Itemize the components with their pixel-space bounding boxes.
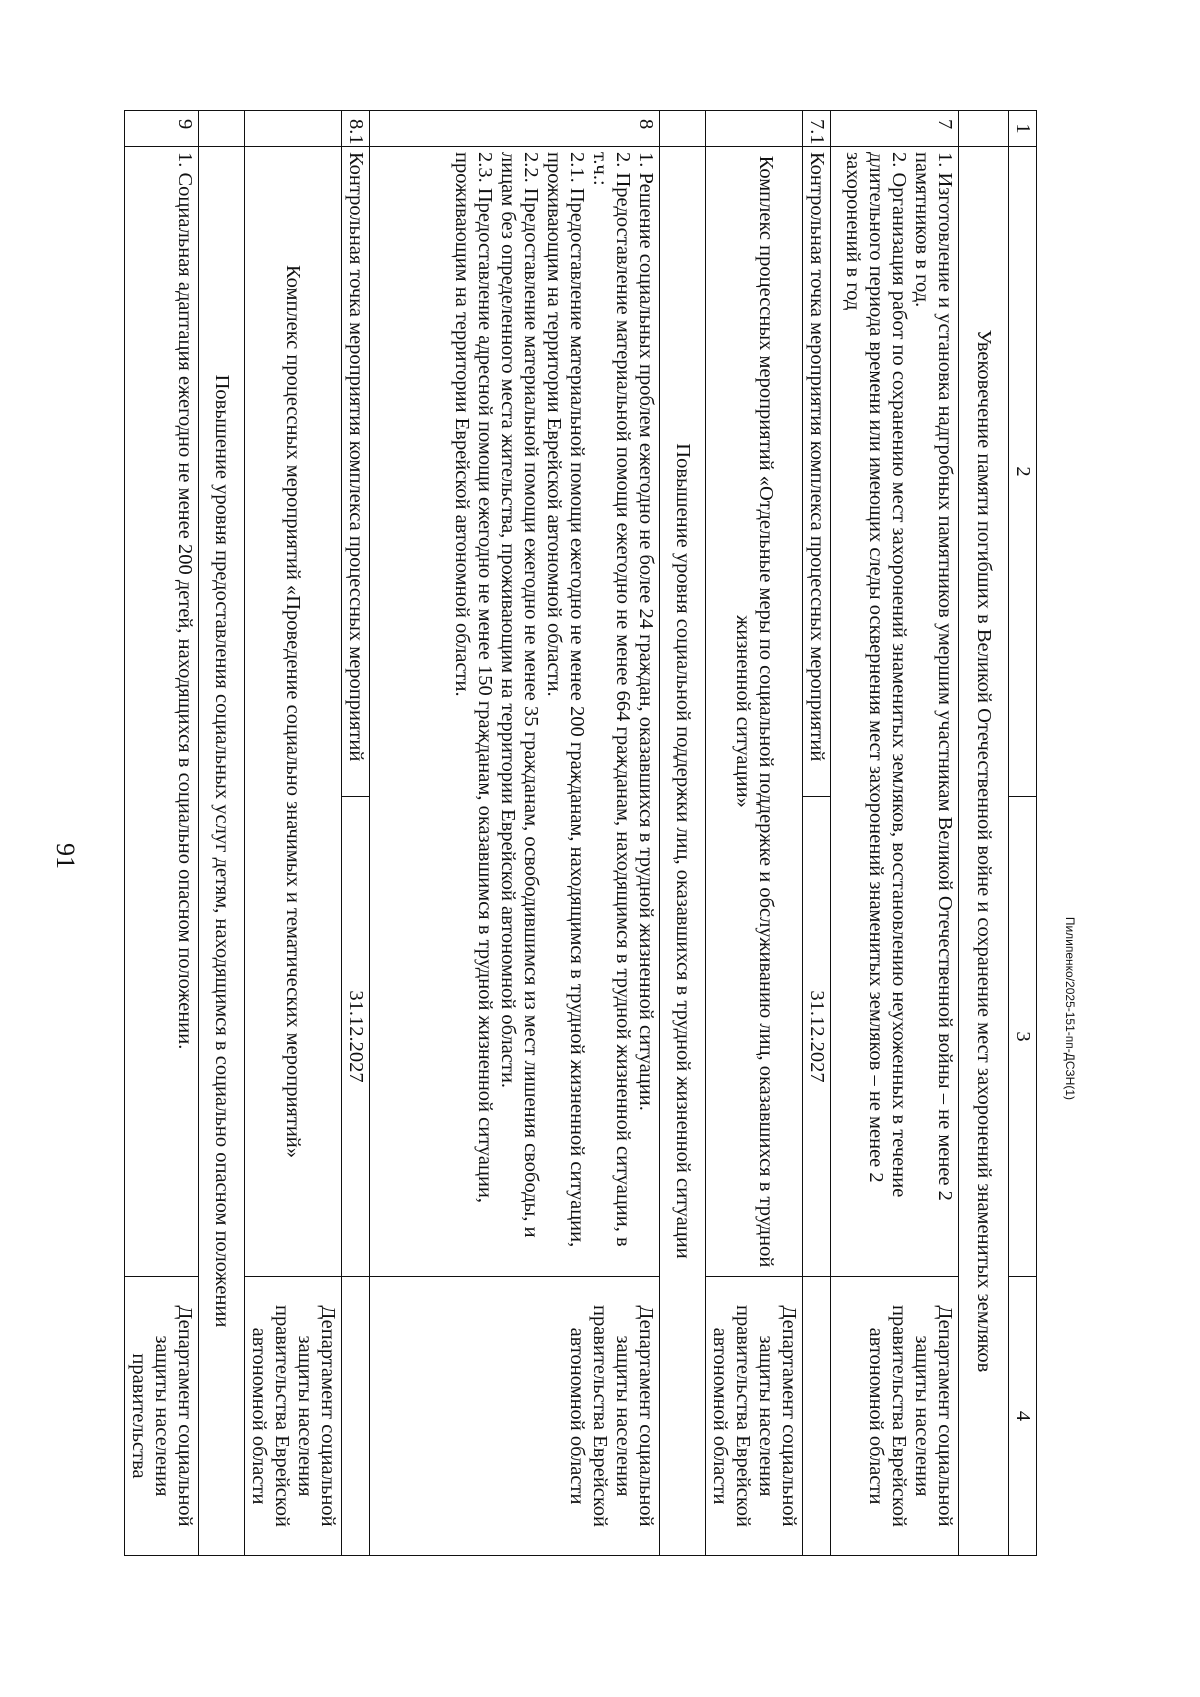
rotated-page-content — [128, 110, 1037, 1555]
row-content: 1. Решение социальных проблем ежегодно не более 24 граждан, оказавшихся в трудной жизненной ситуации. 2. Предоставление материальной помощи ежегодно не менее 664 гражданам, находящимся в трудной жизненной ситуации, в т.ч.: 2.1. Предоставление материальной помощи ежегодно не менее 200 гражданам, находящимся в трудной жизненной ситуации, проживающим на территории Еврейской автономной области. 2.2. Предоставление материальной помощи ежегодно не менее 35 гражданам, освободившимся из мест лишения свободы, и лицам без определенного места жительства, проживающим на территории Еврейской автономной области. 2.3. Предоставление адресной помощи ежегодно не менее 150 гражданам, оказавшимся в трудной жизненной ситуации, проживающим на территории Еврейской автономной области. — [370, 147, 660, 1277]
empty-cell — [245, 111, 342, 147]
document-code: Пилипенко/2025-151-пп-ДСЗН(1) — [1063, 916, 1077, 1100]
row-number: 8 — [370, 111, 660, 147]
section-row — [199, 111, 245, 1556]
page-number: 91 — [51, 843, 80, 869]
empty-cell — [342, 1277, 370, 1556]
table-row — [803, 111, 831, 1556]
complex-title: Комплекс процессных мероприятий «Проведение социально значимых и тематических мероприятий» — [245, 147, 342, 1277]
section-title: Увековечение памяти погибших в Великой Отечественной войне и сохранение мест захоронений знаменитых земляков — [959, 147, 1009, 1556]
table-row — [370, 111, 660, 1556]
row-responsible: Департамент социальной защиты населения правительства Еврейской автономной области — [831, 1277, 959, 1556]
row-responsible: Департамент социальной защиты населения правительства — [125, 1277, 199, 1556]
row-date: 31.12.2027 — [803, 797, 831, 1277]
complex-row — [706, 111, 803, 1556]
empty-cell — [660, 111, 706, 147]
row-content: Контрольная точка мероприятия комплекса процессных мероприятий — [803, 147, 831, 797]
complex-title: Комплекс процессных мероприятий «Отдельные меры по социальной поддержке и обслуживанию лиц, оказавшихся в трудной жизненной ситуации» — [706, 147, 803, 1277]
header-col-2: 2 — [1009, 147, 1037, 797]
row-date: 31.12.2027 — [342, 797, 370, 1277]
row-number: 7.1 — [803, 111, 831, 147]
row-content: 1. Социальная адаптация ежегодно не менее 200 детей, находящихся в социально опасном положении. — [125, 147, 199, 1277]
table-row — [125, 111, 199, 1556]
table-row — [831, 111, 959, 1556]
row-responsible: Департамент социальной защиты населения правительства Еврейской автономной области — [370, 1277, 660, 1556]
table-header-row — [1009, 111, 1037, 1556]
empty-cell — [199, 111, 245, 147]
header-col-3: 3 — [1009, 797, 1037, 1277]
section-row — [959, 111, 1009, 1556]
section-title: Повышение уровня социальной поддержки лиц, оказавшихся в трудной жизненной ситуации — [660, 147, 706, 1556]
header-col-4: 4 — [1009, 1277, 1037, 1556]
section-row — [660, 111, 706, 1556]
empty-cell — [803, 1277, 831, 1556]
empty-cell — [706, 111, 803, 147]
empty-cell — [959, 111, 1009, 147]
measures-table — [124, 110, 1037, 1556]
row-number: 8.1 — [342, 111, 370, 147]
row-number: 7 — [831, 111, 959, 147]
section-title: Повышение уровня предоставления социальных услуг детям, находящимся в социально опасном положении — [199, 147, 245, 1556]
header-col-1: 1 — [1009, 111, 1037, 147]
row-responsible: Департамент социальной защиты населения правительства Еврейской автономной области — [245, 1277, 342, 1556]
row-responsible: Департамент социальной защиты населения правительства Еврейской автономной области — [706, 1277, 803, 1556]
complex-row — [245, 111, 342, 1556]
row-number: 9 — [125, 111, 199, 147]
table-row — [342, 111, 370, 1556]
row-content: Контрольная точка мероприятия комплекса процессных мероприятий — [342, 147, 370, 797]
row-content: 1. Изготовление и установка надгробных памятников умершим участникам Великой Отечественной войны – не менее 2 памятников в год. 2. Организация работ по сохранению мест захоронений знаменитых земляков, восстановлению неухоженных в течение длительного периода времени или имеющих следы осквернения мест захоронений знаменитых земляков – не менее 2 захоронений в год — [831, 147, 959, 1277]
